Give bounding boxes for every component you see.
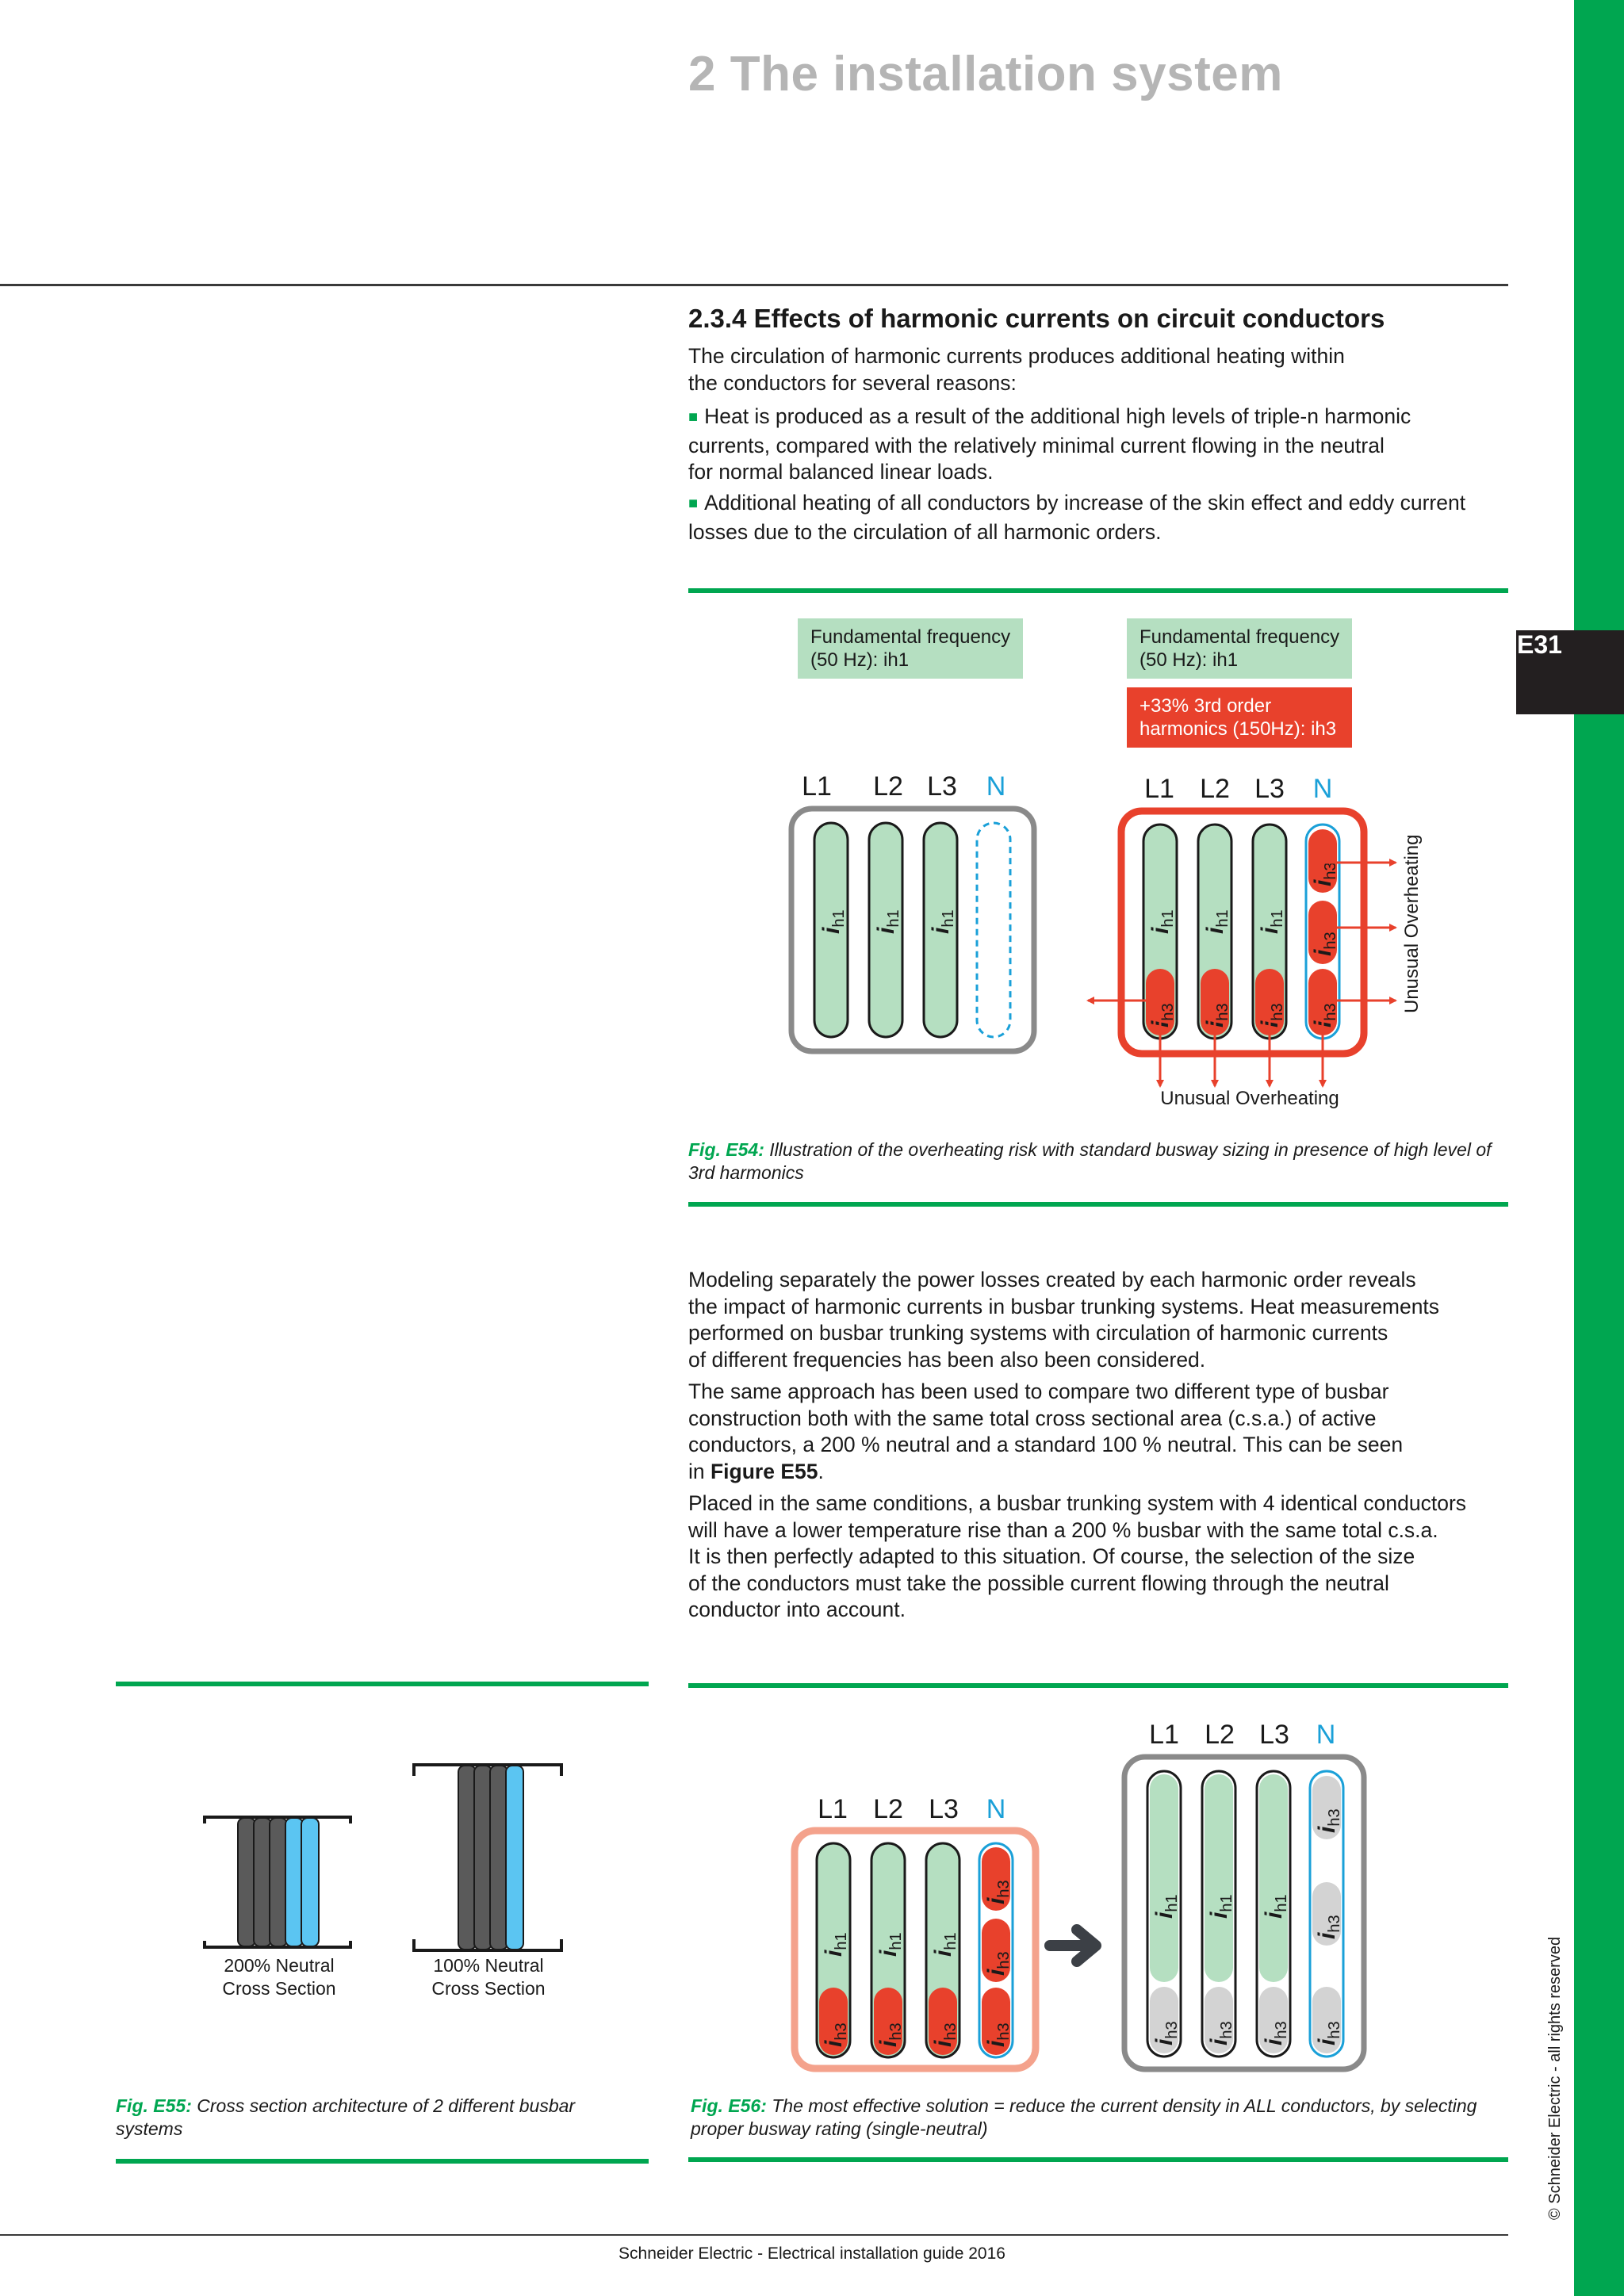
intro-line: The circulation of harmonic currents produces additional heating within	[688, 344, 1345, 368]
bullet-line: ■ Heat is produced as a result of the additional high levels of triple-n harmonic	[688, 404, 1513, 433]
cross-section-label: Cross Section	[222, 1978, 336, 1999]
ih3-label: $i_{h3}$	[1314, 2021, 1343, 2045]
phase-label: L3	[1254, 774, 1285, 804]
intro-line: the conductors for several reasons:	[688, 370, 1017, 395]
cross-section-label: 200% Neutral	[224, 1955, 335, 1976]
ih1-label: $i_{h1}$	[1147, 909, 1177, 934]
overheating-label-side: Unusual Overheating	[1401, 834, 1423, 1013]
page-number: E31	[1517, 630, 1562, 659]
busway-with-harmonics	[1088, 774, 1423, 1109]
phase-label: L1	[1149, 1720, 1179, 1750]
copyright-notice: © Schneider Electric - all rights reserved	[1546, 1936, 1564, 2220]
phase-label: L1	[1144, 774, 1174, 804]
page-footer: Schneider Electric - Electrical installation guide 2016	[619, 2244, 1005, 2263]
fig-e55-caption: Fig. E55: Cross section architecture of 2 different busbar systems	[116, 2095, 576, 2139]
ih1-label: $i_{h1}$	[1261, 1894, 1290, 1919]
fig-e56-caption: Fig. E56: The most effective solution = reduce the current density in ALL conductors, by selecting proper busway rating (single-neutral)	[691, 2095, 1477, 2139]
chapter-title: 2 The installation system	[688, 47, 1283, 101]
ih3-label: $i_{h3}$	[983, 2022, 1013, 2047]
ih1-label: $i_{h1}$	[1257, 909, 1286, 934]
fig-e56-rule-top	[688, 1683, 1508, 1688]
fig-e55-rule-top	[116, 1682, 649, 1686]
ih3-label: $i_{h3}$	[821, 2022, 850, 2047]
info-text: (50 Hz): ih1	[1139, 649, 1239, 671]
paragraph-modeling: Modeling separately the power losses created by each harmonic order reveals the impact of harmonic currents in busbar trunking systems. Heat measurements performed on busbar trunking systems with circulation of harmonic currents of different frequencies has been also been considered.	[688, 1268, 1440, 1372]
phase-label-neutral: N	[986, 771, 1006, 802]
ih3-label: $i_{h3}$	[983, 1951, 1013, 1976]
bullet-line: currents, compared with the relatively minimal current flowing in the neutral	[688, 433, 1385, 457]
ih1-label: $i_{h1}$	[875, 1932, 905, 1957]
ih1-label: $i_{h1}$	[1206, 1894, 1235, 1919]
phase-label: L1	[802, 771, 832, 802]
ih1-label: $i_{h1}$	[928, 909, 957, 934]
bullet-line: for normal balanced linear loads.	[688, 460, 994, 484]
cross-section-label: 100% Neutral	[433, 1955, 544, 1976]
ih3-label: $i_{h3}$	[1314, 1915, 1343, 1939]
ih3-label: $i_{h3}$	[1310, 932, 1339, 956]
ih1-label: $i_{h1}$	[1151, 1894, 1181, 1919]
phase-label: L3	[927, 771, 957, 802]
phase-label: L1	[818, 1794, 848, 1824]
ih1-label: $i_{h1}$	[1202, 909, 1231, 934]
ih1-label: $i_{h1}$	[821, 1932, 850, 1957]
bullet-line: ■ Additional heating of all conductors by increase of the skin effect and eddy current	[688, 490, 1513, 519]
fig-e56-diagram	[0, 1705, 1507, 2085]
phase-label: L2	[1200, 774, 1230, 804]
busway-initial	[795, 1794, 1036, 2068]
info-text: +33% 3rd order	[1139, 695, 1272, 717]
arrow-right-icon	[1050, 1930, 1096, 1961]
phase-label: L3	[1259, 1720, 1289, 1750]
bullet-line: losses due to the circulation of all harmonic orders.	[688, 519, 1162, 544]
paragraph-approach: The same approach has been used to compare two different type of busbar construction both with the same total cross sectional area (c.s.a.) of active conductors, a 200 % neutral and a standard 100 % neutral. This can be seen in Figure E55.	[688, 1380, 1404, 1483]
ih1-label: $i_{h1}$	[930, 1932, 959, 1957]
conductor-neutral	[977, 823, 1010, 1037]
ih3-label: $i_{h3}$	[930, 2022, 959, 2047]
ih3-label: $i_{h3}$	[1206, 2021, 1235, 2045]
phase-label: L2	[1205, 1720, 1235, 1750]
ih3-label: $i_{h3}$	[1314, 1808, 1343, 1833]
section-heading: 2.3.4 Effects of harmonic currents on circuit conductors	[688, 304, 1385, 333]
phase-label-neutral: N	[1312, 774, 1333, 804]
ih3-label: $i_{h3}$	[983, 1880, 1013, 1904]
info-text: harmonics (150Hz): ih3	[1139, 718, 1337, 740]
info-text: Fundamental frequency	[810, 626, 1011, 648]
footer-rule	[0, 2234, 1508, 2236]
ih3-label: $i_{h3}$	[875, 2022, 905, 2047]
phase-label-neutral: N	[1316, 1720, 1336, 1750]
figure-reference: Figure E55	[710, 1459, 818, 1483]
fig-e54-caption: Fig. E54: Illustration of the overheating risk with standard busway sizing in presence of high level of 3rd harmonics	[688, 1139, 1492, 1183]
ih3-label: $i_{h3}$	[1151, 2021, 1181, 2045]
ih1-label: $i_{h1}$	[818, 909, 848, 934]
ih3-label: $i_{h3}$	[1310, 1003, 1339, 1027]
info-text: (50 Hz): ih1	[810, 649, 910, 671]
phase-label: L2	[873, 1794, 903, 1824]
fig-e56-rule-bottom	[688, 2157, 1508, 2162]
cross-section-label: Cross Section	[431, 1978, 546, 1999]
ih1-segment	[1205, 1774, 1233, 1982]
figure-rule-bottom	[688, 1202, 1508, 1207]
ih1-label: $i_{h1}$	[873, 909, 902, 934]
busway-upsized	[1124, 1720, 1364, 2069]
info-text: Fundamental frequency	[1139, 626, 1340, 648]
paragraph-conditions: Placed in the same conditions, a busbar trunking system with 4 identical conductors will have a lower temperature rise than a 200 % busbar with the same total c.s.a. It is then perfectly adapted to this situation. Of course, the selection of the size of the conductors must take the possible current flowing through the neutral conductor into account.	[688, 1491, 1467, 1621]
ih3-label: $i_{h3}$	[1147, 1003, 1177, 1027]
phase-label: L3	[929, 1794, 959, 1824]
ih3-label: $i_{h3}$	[1261, 2021, 1290, 2045]
busway-standard-balanced	[791, 771, 1034, 1051]
ih3-label: $i_{h3}$	[1202, 1003, 1231, 1027]
ih3-label: $i_{h3}$	[1257, 1003, 1286, 1027]
fig-e55-rule-bottom	[116, 2159, 649, 2164]
overheating-label-bottom: Unusual Overheating	[1160, 1088, 1339, 1109]
phase-label-neutral: N	[986, 1794, 1006, 1824]
ih3-label: $i_{h3}$	[1310, 862, 1339, 886]
ih1-segment	[1150, 1774, 1178, 1982]
phase-label: L2	[873, 771, 903, 802]
ih1-segment	[1259, 1774, 1288, 1982]
